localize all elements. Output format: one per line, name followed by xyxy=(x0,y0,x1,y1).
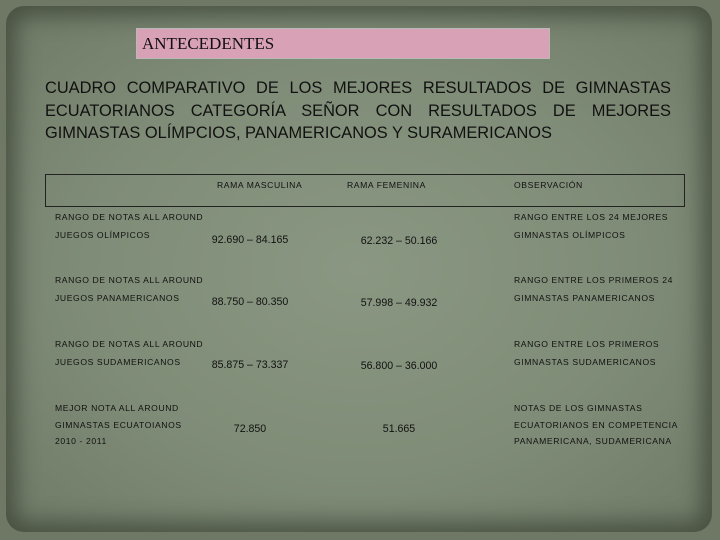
value-masculina: 88.750 – 80.350 xyxy=(211,296,289,308)
row-label: RANGO DE NOTAS ALL AROUND xyxy=(55,339,204,349)
value-masculina: 72.850 xyxy=(233,423,267,435)
observation: NOTAS DE LOS GIMNASTAS xyxy=(514,403,643,413)
observation: RANGO ENTRE LOS PRIMEROS xyxy=(514,339,660,349)
value-masculina: 85.875 – 73.337 xyxy=(211,359,289,371)
observation: GIMNASTAS PANAMERICANOS xyxy=(514,293,655,303)
observation: GIMNASTAS SUDAMERICANOS xyxy=(514,357,657,367)
observation: GIMNASTAS OLÍMPICOS xyxy=(514,230,626,240)
table-top-border xyxy=(45,174,685,175)
row-label: GIMNASTAS ECUATOIANOS xyxy=(55,420,182,430)
value-femenina: 57.998 – 49.932 xyxy=(360,297,438,309)
value-masculina: 92.690 – 84.165 xyxy=(211,234,289,246)
row-label: MEJOR NOTA ALL AROUND xyxy=(55,403,179,413)
slide-heading: CUADRO COMPARATIVO DE LOS MEJORES RESULTADOS DE GIMNASTAS ECUATORIANOS CATEGORÍA SEÑOR CON RESULTADOS DE MEJORES GIMNASTAS OLÍMPCIOS, PANAMERICANOS Y SURAMERICANOS xyxy=(45,79,671,142)
table-header-border xyxy=(45,206,685,207)
table-left-border xyxy=(45,174,46,206)
value-femenina: 62.232 – 50.166 xyxy=(360,235,438,247)
value-femenina: 51.665 xyxy=(382,423,416,435)
header-rama-femenina: RAMA FEMENINA xyxy=(347,180,426,190)
observation: ECUATORIANOS EN COMPETENCIA xyxy=(514,420,678,430)
row-label: RANGO DE NOTAS ALL AROUND xyxy=(55,275,204,285)
comparison-table xyxy=(45,174,685,444)
table-right-border xyxy=(684,174,685,206)
header-observacion: OBSERVACIÓN xyxy=(514,180,583,190)
slide-title: ANTECEDENTES xyxy=(136,28,550,59)
observation: PANAMERICANA, SUDAMERICANA xyxy=(514,436,672,446)
row-label: JUEGOS PANAMERICANOS xyxy=(55,293,180,303)
observation: RANGO ENTRE LOS PRIMEROS 24 xyxy=(514,275,673,285)
row-label: JUEGOS OLÍMPICOS xyxy=(55,230,151,240)
observation: RANGO ENTRE LOS 24 MEJORES xyxy=(514,212,669,222)
header-rama-masculina: RAMA MASCULINA xyxy=(217,180,303,190)
row-label: 2010 - 2011 xyxy=(55,436,107,446)
row-label: JUEGOS SUDAMERICANOS xyxy=(55,357,181,367)
row-label: RANGO DE NOTAS ALL AROUND xyxy=(55,212,204,222)
value-femenina: 56.800 – 36.000 xyxy=(360,360,438,372)
